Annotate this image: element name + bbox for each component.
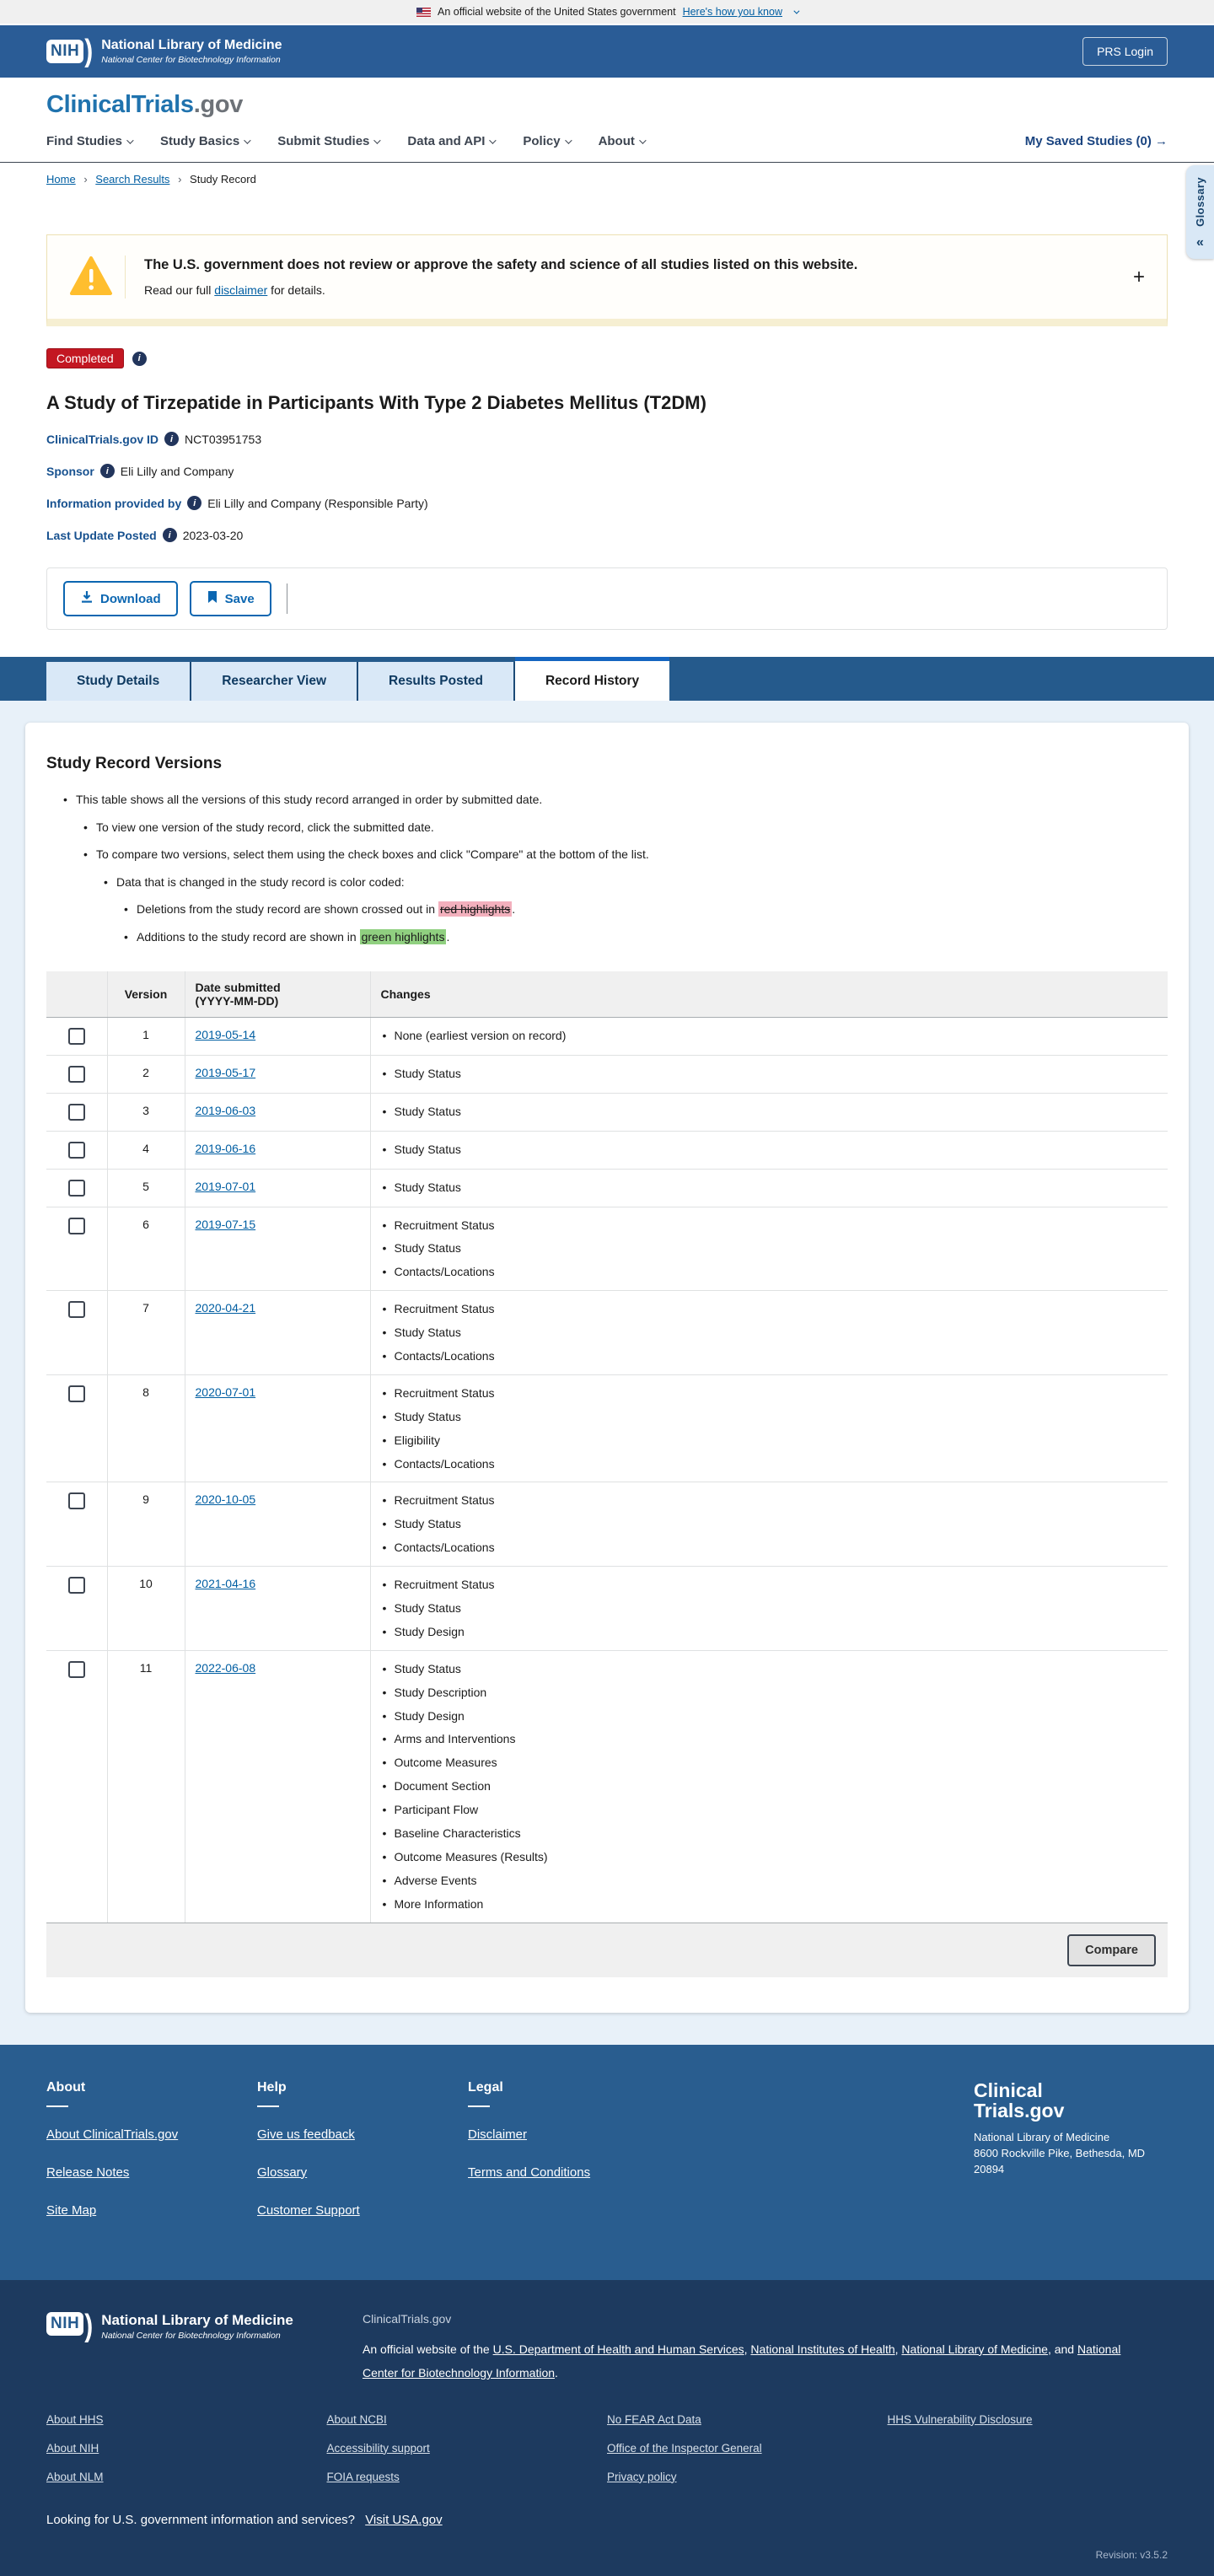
breadcrumb-home[interactable]: Home — [46, 173, 76, 186]
expand-plus-icon[interactable] — [1133, 266, 1145, 289]
version-row — [46, 1482, 1168, 1567]
versions-table — [46, 971, 1168, 1923]
change-item: • Contacts/Locations — [381, 1348, 1158, 1364]
version-column-header: Version — [107, 971, 185, 1018]
study-title: A Study of Tirzepatide in Participants With Type 2 Diabetes Mellitus (T2DM) — [46, 392, 706, 413]
change-item: • Contacts/Locations — [381, 1540, 1158, 1556]
change-item: • Study Status — [381, 1180, 1158, 1196]
nih-link[interactable]: National Institutes of Health — [750, 2342, 895, 2356]
government-footer — [0, 2280, 1214, 2576]
table-footer — [46, 1923, 1168, 1977]
official-banner — [0, 0, 1214, 25]
footer-link[interactable]: Terms and Conditions — [468, 2165, 591, 2180]
change-item: • Baseline Characteristics — [381, 1826, 1158, 1842]
nav-item[interactable]: Submit Studies — [277, 134, 379, 148]
nlm-title: National Library of Medicine — [101, 38, 282, 52]
nlm-footer-logo[interactable]: NIH ) National Library of Medicine National Center for Biotechnology Information — [46, 2312, 363, 2385]
footer-link[interactable]: Site Map — [46, 2202, 97, 2218]
change-item: • Participant Flow — [381, 1802, 1158, 1818]
record-tab[interactable]: Results Posted — [358, 662, 515, 701]
divider — [125, 255, 126, 298]
footer-link[interactable]: Release Notes — [46, 2165, 130, 2180]
version-date-link[interactable]: 2019-05-17 — [195, 1065, 256, 1079]
study-record-versions-card — [25, 723, 1189, 2013]
version-checkbox[interactable] — [68, 1142, 85, 1159]
change-item: • Outcome Measures (Results) — [381, 1849, 1158, 1865]
version-date-link[interactable]: 2019-06-16 — [195, 1141, 256, 1155]
footer-links-column — [327, 2413, 608, 2499]
change-item: • Contacts/Locations — [381, 1264, 1158, 1280]
version-row — [46, 1093, 1168, 1131]
clinicaltrials-logo[interactable]: ClinicalTrials.gov — [46, 91, 244, 118]
version-date-link[interactable]: 2020-04-21 — [195, 1301, 256, 1315]
info-icon[interactable] — [187, 496, 201, 510]
record-tab[interactable]: Researcher View — [191, 662, 358, 701]
chevron-down-icon — [490, 137, 497, 143]
version-number: 11 — [107, 1650, 185, 1922]
version-date-link[interactable]: 2019-07-15 — [195, 1217, 256, 1231]
footer-link[interactable]: Privacy policy — [607, 2470, 677, 2483]
official-banner-text: An official website of the United States government — [438, 6, 676, 18]
breadcrumb — [46, 163, 1168, 196]
nav-item[interactable]: Find Studies — [46, 134, 132, 148]
disclaimer-body: Read our full disclaimer for details. — [144, 283, 325, 297]
change-item: • Recruitment Status — [381, 1301, 1158, 1317]
status-badge: Completed — [46, 348, 124, 368]
info-icon[interactable] — [163, 528, 177, 542]
version-date-link[interactable]: 2019-07-01 — [195, 1179, 256, 1193]
official-statement: An official website of the U.S. Department of Health and Human Services, National Institutes of Health, National Library of Medicine, and National Center for Biotechnology Information. — [363, 2342, 1121, 2380]
nih-logo[interactable] — [46, 33, 282, 68]
how-you-know-link[interactable]: Here's how you know — [682, 6, 782, 18]
version-row — [46, 1291, 1168, 1375]
chevron-down-icon — [244, 137, 250, 143]
site-header — [0, 78, 1214, 163]
disclaimer-link[interactable]: disclaimer — [214, 283, 268, 297]
nav-item[interactable]: About — [599, 134, 644, 148]
nav-item[interactable]: Data and API — [407, 134, 494, 148]
nav-item[interactable]: Policy — [523, 134, 569, 148]
breadcrumb-search-results[interactable]: Search Results — [95, 173, 170, 186]
footer-link[interactable]: About ClinicalTrials.gov — [46, 2127, 179, 2142]
footer-link[interactable]: Give us feedback — [257, 2127, 355, 2142]
version-checkbox[interactable] — [68, 1661, 85, 1678]
record-history-section — [0, 701, 1214, 2045]
record-tab[interactable]: Record History — [515, 657, 669, 701]
breadcrumb-separator: › — [178, 173, 182, 186]
change-item: • Study Status — [381, 1325, 1158, 1341]
bookmark-icon — [207, 590, 218, 607]
footer-link[interactable]: About HHS — [46, 2412, 104, 2426]
glossary-side-tab[interactable]: Glossary « — [1186, 165, 1214, 259]
version-checkbox[interactable] — [68, 1385, 85, 1402]
change-item: • Study Status — [381, 1142, 1158, 1158]
download-icon — [80, 590, 94, 607]
actions-bar — [46, 567, 1168, 630]
site-footer — [0, 2045, 1214, 2280]
version-number: 8 — [107, 1374, 185, 1482]
footer-links-column — [888, 2413, 1168, 2499]
version-number: 2 — [107, 1055, 185, 1093]
change-item: • Study Status — [381, 1661, 1158, 1677]
version-checkbox[interactable] — [68, 1104, 85, 1121]
footer-link[interactable]: Office of the Inspector General — [607, 2441, 762, 2455]
prs-login-button[interactable]: PRS Login — [1082, 37, 1168, 66]
footer-column: Help Give us feedback Glossary Customer Support — [257, 2079, 360, 2218]
version-date-link[interactable]: 2020-07-01 — [195, 1385, 256, 1399]
change-item: • Adverse Events — [381, 1873, 1158, 1889]
change-item: • Eligibility — [381, 1433, 1158, 1449]
section-heading: Study Record Versions — [46, 755, 223, 772]
change-item: • More Information — [381, 1896, 1158, 1912]
info-icon[interactable] — [100, 464, 115, 478]
change-item: • Study Status — [381, 1066, 1158, 1082]
version-number: 7 — [107, 1291, 185, 1375]
my-saved-studies-link[interactable]: My Saved Studies (0) → — [1024, 134, 1168, 148]
version-date-link[interactable]: 2022-06-08 — [195, 1660, 256, 1675]
footer-link[interactable]: Glossary — [257, 2165, 308, 2180]
meta-row: Information provided by i Eli Lilly and Company (Responsible Party) — [46, 496, 1168, 510]
change-item: • Arms and Interventions — [381, 1731, 1158, 1747]
footer-logo-block: Clinical Trials.gov National Library of Medicine 8600 Rockville Pike, Bethesda, MD 20894 — [974, 2079, 1146, 2175]
record-tabs — [0, 657, 1214, 701]
version-number: 10 — [107, 1567, 185, 1651]
visit-usagov-link[interactable]: Visit USA.gov — [365, 2512, 443, 2527]
green-highlight-example: green highlights — [361, 929, 445, 944]
version-row — [46, 1017, 1168, 1055]
divider — [46, 2105, 68, 2107]
version-checkbox[interactable] — [68, 1218, 85, 1234]
footer-link[interactable]: About NCBI — [326, 2412, 387, 2426]
divider — [468, 2105, 490, 2107]
chevron-down-icon — [374, 137, 381, 143]
date-column-header: Date submitted (YYYY-MM-DD) — [185, 971, 370, 1018]
change-item: • Outcome Measures — [381, 1755, 1158, 1771]
version-row — [46, 1567, 1168, 1651]
chevron-down-icon — [793, 8, 799, 13]
meta-row: Sponsor i Eli Lilly and Company — [46, 464, 1168, 478]
footer-link[interactable]: About NIH — [46, 2441, 99, 2455]
version-row — [46, 1055, 1168, 1093]
compare-button[interactable]: Compare — [1067, 1934, 1156, 1966]
usagov-line: Looking for U.S. government information and services? Visit USA.gov — [46, 2512, 443, 2527]
divider — [257, 2105, 279, 2107]
change-item: • Contacts/Locations — [381, 1456, 1158, 1472]
footer-link[interactable]: Disclaimer — [468, 2127, 528, 2142]
change-item: • Document Section — [381, 1778, 1158, 1794]
nlm-link[interactable]: National Library of Medicine — [901, 2342, 1048, 2356]
footer-link[interactable]: Customer Support — [257, 2202, 360, 2218]
change-item: • Recruitment Status — [381, 1492, 1158, 1508]
version-checkbox[interactable] — [68, 1492, 85, 1509]
info-icon[interactable] — [164, 432, 179, 446]
change-item: • Study Status — [381, 1516, 1158, 1532]
change-item: • None (earliest version on record) — [381, 1028, 1158, 1044]
version-checkbox[interactable] — [68, 1577, 85, 1594]
red-highlight-example: red highlights — [439, 902, 511, 917]
version-date-link[interactable]: 2020-10-05 — [195, 1492, 256, 1507]
version-row — [46, 1131, 1168, 1169]
us-flag-icon — [416, 8, 431, 17]
meta-row: Last Update Posted i 2023-03-20 — [46, 528, 1168, 542]
ncbi-tagline: National Center for Biotechnology Information — [101, 55, 281, 65]
nih-logo-swoosh: ) — [84, 33, 94, 68]
footer-column: About About ClinicalTrials.gov Release Notes Site Map — [46, 2079, 179, 2218]
version-row — [46, 1374, 1168, 1482]
ncbi-link[interactable]: National Center for Biotechnology Information — [363, 2342, 1121, 2380]
version-number: 5 — [107, 1169, 185, 1207]
warning-triangle-icon — [69, 255, 113, 298]
version-checkbox[interactable] — [68, 1180, 85, 1197]
footer-brand-text: ClinicalTrials.gov — [363, 2311, 452, 2326]
info-icon[interactable] — [132, 352, 147, 366]
arrow-right-icon: → — [1155, 134, 1168, 148]
versions-intro: • This table shows all the versions of this study record arranged in order by submitted date. • To view one version of the study record, click the submitted date. • To compare two versions, select them using the check boxes and click "Compare" at the bottom of the list. • Data that is changed in the study record is color coded: • Deletions from the study record are shown crossed out in red highlights . • Additions to the study record are shown in green highlights . — [46, 792, 1168, 946]
breadcrumb-current: Study Record — [190, 173, 256, 186]
changes-column-header: Changes — [370, 971, 1168, 1018]
footer-link[interactable]: About NLM — [46, 2470, 104, 2483]
footer-link[interactable]: No FEAR Act Data — [607, 2412, 701, 2426]
chevron-down-icon — [639, 137, 646, 143]
version-number: 3 — [107, 1093, 185, 1131]
version-number: 1 — [107, 1017, 185, 1055]
government-disclaimer-banner — [46, 234, 1168, 326]
checkbox-column-header — [46, 971, 107, 1018]
hhs-link[interactable]: U.S. Department of Health and Human Services — [492, 2342, 744, 2356]
revision-label: Revision: v3.5.2 — [1095, 2548, 1168, 2561]
version-date-link[interactable]: 2019-05-14 — [195, 1027, 256, 1041]
footer-column: Legal Disclaimer Terms and Conditions — [468, 2079, 591, 2180]
version-date-link[interactable]: 2019-06-03 — [195, 1103, 256, 1117]
version-row — [46, 1207, 1168, 1291]
version-row — [46, 1169, 1168, 1207]
main-nav — [46, 134, 1168, 162]
meta-row: ClinicalTrials.gov ID i NCT03951753 — [46, 432, 1168, 446]
version-checkbox[interactable] — [68, 1301, 85, 1318]
chevron-down-icon — [565, 137, 572, 143]
nih-logo-box: NIH — [46, 40, 83, 63]
change-item: • Study Design — [381, 1624, 1158, 1640]
footer-links-column — [46, 2413, 327, 2499]
nih-header — [0, 25, 1214, 78]
collapse-left-icon — [1196, 235, 1204, 250]
download-button[interactable]: Download — [63, 581, 178, 616]
footer-link[interactable]: FOIA requests — [326, 2470, 400, 2483]
study-meta — [46, 432, 1168, 542]
version-number: 9 — [107, 1482, 185, 1567]
record-tab[interactable]: Study Details — [46, 662, 191, 701]
nih-logo-swoosh: ) — [84, 2308, 94, 2343]
change-item: • Study Description — [381, 1685, 1158, 1701]
chevron-down-icon — [126, 137, 133, 143]
change-item: • Recruitment Status — [381, 1385, 1158, 1401]
change-item: • Recruitment Status — [381, 1577, 1158, 1593]
breadcrumb-separator: › — [83, 173, 88, 186]
version-number: 4 — [107, 1131, 185, 1169]
version-number: 6 — [107, 1207, 185, 1291]
version-row — [46, 1650, 1168, 1922]
version-checkbox[interactable] — [68, 1028, 85, 1045]
change-item: • Study Status — [381, 1600, 1158, 1616]
change-item: • Study Status — [381, 1104, 1158, 1120]
change-item: • Recruitment Status — [381, 1218, 1158, 1234]
change-item: • Study Design — [381, 1708, 1158, 1724]
save-button[interactable]: Save — [190, 581, 271, 616]
footer-link[interactable]: HHS Vulnerability Disclosure — [887, 2412, 1033, 2426]
change-item: • Study Status — [381, 1409, 1158, 1425]
change-item: • Study Status — [381, 1240, 1158, 1256]
nav-item[interactable]: Study Basics — [160, 134, 249, 148]
disclaimer-title: The U.S. government does not review or approve the safety and science of all studies listed on this website. — [144, 257, 858, 272]
version-date-link[interactable]: 2021-04-16 — [195, 1577, 256, 1591]
version-checkbox[interactable] — [68, 1066, 85, 1083]
footer-link[interactable]: Accessibility support — [326, 2441, 430, 2455]
footer-links-column — [607, 2413, 888, 2499]
